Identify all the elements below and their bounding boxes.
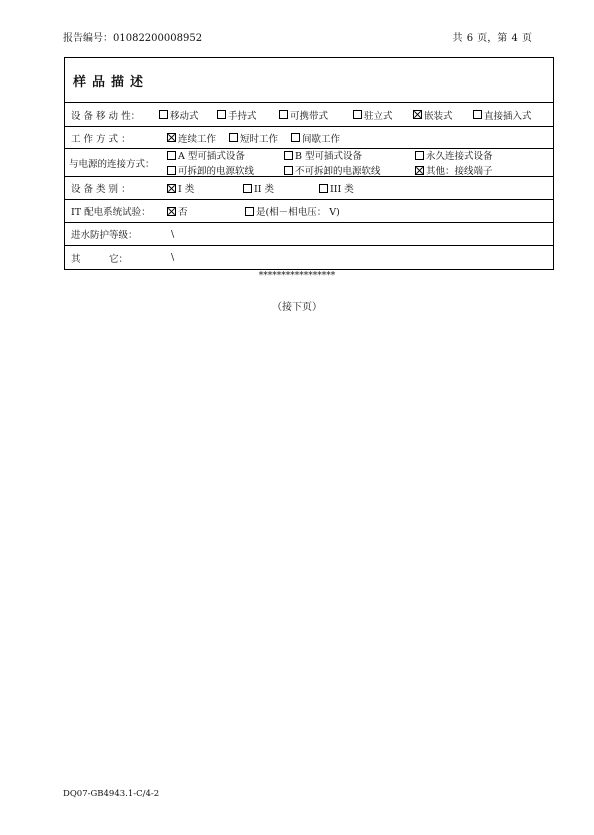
mobility-label: 设 备 移 动 性： xyxy=(71,110,141,122)
unchecked-box-icon[interactable] xyxy=(473,110,482,119)
equipment-class-row xyxy=(65,176,553,199)
unchecked-box-icon[interactable] xyxy=(167,166,176,175)
separator-stars: ***************** xyxy=(258,271,336,281)
checkbox-option[interactable] xyxy=(243,181,319,195)
equipment-class-options xyxy=(167,181,553,195)
connection-options xyxy=(167,148,545,177)
continued-note: （接下页） xyxy=(272,302,322,313)
it-test-row xyxy=(65,199,553,222)
checkbox-label: 永久连接式设备 xyxy=(426,151,493,162)
mobility-options xyxy=(159,108,553,122)
unchecked-box-icon[interactable] xyxy=(279,110,288,119)
operation-label: 工 作 方 式 ： xyxy=(71,133,131,145)
ip-rating-value: \ xyxy=(171,228,175,240)
checked-box-icon[interactable] xyxy=(415,166,424,175)
checkbox-option[interactable] xyxy=(167,131,229,145)
checkbox-label: 直接插入式 xyxy=(484,110,532,122)
unchecked-box-icon[interactable] xyxy=(291,133,300,142)
checkbox-option[interactable] xyxy=(284,148,415,162)
checkbox-label: 驻立式 xyxy=(364,110,393,122)
connection-row xyxy=(65,148,553,176)
checked-box-icon[interactable] xyxy=(167,133,176,142)
page-indicator: 共 6 页，第 4 页 xyxy=(452,33,532,44)
checkbox-option[interactable] xyxy=(167,163,284,177)
checkbox-option[interactable] xyxy=(167,181,243,195)
unchecked-box-icon[interactable] xyxy=(284,151,293,160)
unchecked-box-icon[interactable] xyxy=(167,151,176,160)
checkbox-label: 间歇工作 xyxy=(302,133,341,145)
table-title: 样品描述 xyxy=(73,74,150,90)
checkbox-option[interactable] xyxy=(353,108,413,122)
unchecked-box-icon[interactable] xyxy=(245,207,254,216)
unchecked-box-icon[interactable] xyxy=(415,151,424,160)
checkbox-option[interactable] xyxy=(473,108,553,122)
equipment-class-label: 设 备 类 别 ： xyxy=(71,184,131,195)
checkbox-label: 手持式 xyxy=(228,110,257,122)
unchecked-box-icon[interactable] xyxy=(353,110,362,119)
checkbox-label: 不可拆卸的电源软线 xyxy=(295,166,381,177)
connection-label: 与电源的连接方式： xyxy=(69,158,155,170)
checkbox-option[interactable] xyxy=(284,163,415,177)
checkbox-label: 是(相－相电压： V) xyxy=(256,207,340,218)
unchecked-box-icon[interactable] xyxy=(319,184,328,193)
unchecked-box-icon[interactable] xyxy=(159,110,168,119)
unchecked-box-icon[interactable] xyxy=(229,133,238,142)
sample-description-table xyxy=(64,57,554,270)
ip-rating-label: 进水防护等级： xyxy=(71,230,138,241)
checkbox-label: 嵌装式 xyxy=(424,110,453,122)
checkbox-label: 移动式 xyxy=(170,110,199,122)
operation-row xyxy=(65,126,553,148)
checkbox-label: III 类 xyxy=(330,184,354,195)
checkbox-option[interactable] xyxy=(217,108,279,122)
checkbox-option[interactable] xyxy=(415,148,545,162)
checkbox-label: I 类 xyxy=(178,184,195,195)
checkbox-label: 可携带式 xyxy=(290,110,329,122)
checkbox-label: A 型可插式设备 xyxy=(178,151,245,162)
other-label: 其 它： xyxy=(71,253,129,265)
unchecked-box-icon[interactable] xyxy=(243,184,252,193)
checkbox-option[interactable] xyxy=(279,108,353,122)
other-value: \ xyxy=(171,252,175,263)
mobility-row xyxy=(65,102,553,126)
document-code: DQ07-GB4943.1-C/4-2 xyxy=(63,789,160,799)
checked-box-icon[interactable] xyxy=(167,184,176,193)
checkbox-label: B 型可插式设备 xyxy=(295,151,363,162)
checkbox-label: 其他：接线端子 xyxy=(426,166,493,177)
checkbox-option[interactable] xyxy=(319,181,379,195)
checkbox-option[interactable] xyxy=(245,204,385,218)
unchecked-box-icon[interactable] xyxy=(217,110,226,119)
unchecked-box-icon[interactable] xyxy=(284,166,293,175)
checked-box-icon[interactable] xyxy=(167,207,176,216)
checkbox-label: II 类 xyxy=(254,184,275,195)
checkbox-option[interactable] xyxy=(413,108,473,122)
checkbox-label: 可拆卸的电源软线 xyxy=(178,166,255,177)
checkbox-option[interactable] xyxy=(159,108,217,122)
checkbox-option[interactable] xyxy=(415,163,545,177)
it-test-options xyxy=(167,204,553,218)
operation-options xyxy=(167,131,553,145)
ip-rating-row xyxy=(65,222,553,245)
checkbox-option[interactable] xyxy=(167,204,245,218)
checked-box-icon[interactable] xyxy=(413,110,422,119)
checkbox-option[interactable] xyxy=(291,131,361,145)
checkbox-label: 短时工作 xyxy=(240,133,279,145)
checkbox-option[interactable] xyxy=(167,148,284,162)
report-number: 报告编号：0108220000895​2 xyxy=(63,33,203,44)
other-row xyxy=(65,245,553,269)
checkbox-option[interactable] xyxy=(229,131,291,145)
checkbox-label: 连续工作 xyxy=(178,133,217,145)
it-test-label: IT 配电系统试验： xyxy=(71,207,151,218)
checkbox-label: 否 xyxy=(178,207,188,218)
